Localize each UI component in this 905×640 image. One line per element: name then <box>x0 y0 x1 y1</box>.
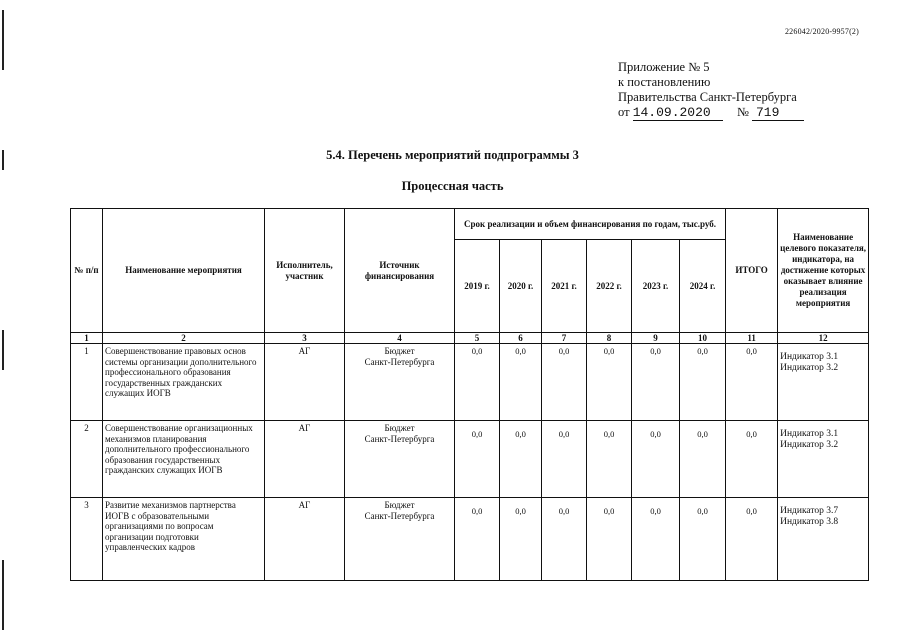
value-2024: 0,0 <box>680 344 726 421</box>
row-num: 2 <box>71 421 103 498</box>
column-number: 6 <box>500 333 542 344</box>
value-2020: 0,0 <box>500 421 542 498</box>
funding-source-line-1: Бюджет <box>384 346 415 356</box>
funding-source <box>345 498 455 581</box>
indicators <box>778 498 869 581</box>
section-title: 5.4. Перечень мероприятий подпрограммы 3 <box>326 148 579 162</box>
funding-source <box>345 421 455 498</box>
value-total: 0,0 <box>726 421 778 498</box>
header-num: № п/п <box>71 209 103 333</box>
value-2022: 0,0 <box>587 498 632 581</box>
value-2020: 0,0 <box>500 344 542 421</box>
column-number: 3 <box>265 333 345 344</box>
row-num: 3 <box>71 498 103 581</box>
date-prefix: от <box>618 105 630 119</box>
value-total: 0,0 <box>726 498 778 581</box>
column-number: 7 <box>542 333 587 344</box>
funding-source-line-1: Бюджет <box>384 500 415 510</box>
value-total: 0,0 <box>726 344 778 421</box>
decree-date: 14.09.2020 <box>633 105 723 121</box>
column-number: 5 <box>455 333 500 344</box>
header-year: 2022 г. <box>587 240 632 333</box>
document-id: 226042/2020-9957(2) <box>784 27 859 36</box>
table-row <box>71 498 869 581</box>
indicator-1: Индикатор 3.1 <box>780 352 839 362</box>
appendix-line-1: Приложение № 5 <box>618 60 710 74</box>
column-number: 8 <box>587 333 632 344</box>
column-number: 4 <box>345 333 455 344</box>
indicator-1: Индикатор 3.7 <box>780 506 839 516</box>
value-2021: 0,0 <box>542 421 587 498</box>
table-row <box>71 421 869 498</box>
indicator-2: Индикатор 3.2 <box>780 362 839 373</box>
value-2021: 0,0 <box>542 344 587 421</box>
header-year: 2020 г. <box>500 240 542 333</box>
scan-edge <box>0 0 6 640</box>
header-year: 2024 г. <box>680 240 726 333</box>
value-2021: 0,0 <box>542 498 587 581</box>
executor: АГ <box>265 421 345 498</box>
value-2024: 0,0 <box>680 498 726 581</box>
value-2019: 0,0 <box>455 498 500 581</box>
funding-source-line-2: Санкт-Петербурга <box>364 433 435 444</box>
appendix-line-2: к постановлению <box>618 75 711 89</box>
header-indicator: Наименование целевого показателя, индикатора, на достижение которых оказывает влияние реализация мероприятия <box>778 209 869 333</box>
value-2020: 0,0 <box>500 498 542 581</box>
value-2019: 0,0 <box>455 421 500 498</box>
column-number: 2 <box>103 333 265 344</box>
funding-source-line-2: Санкт-Петербурга <box>364 510 435 521</box>
header-total: ИТОГО <box>726 209 778 333</box>
value-2023: 0,0 <box>632 344 680 421</box>
measure-name: Развитие механизмов партнерства ИОГВ с образовательными организациями по вопросам организации подготовки управленческих кадров <box>103 498 265 581</box>
executor: АГ <box>265 498 345 581</box>
header-source: Источник финансирования <box>345 209 455 333</box>
table-row <box>71 344 869 421</box>
column-number: 9 <box>632 333 680 344</box>
row-num: 1 <box>71 344 103 421</box>
indicators <box>778 344 869 421</box>
number-prefix: № <box>736 105 749 119</box>
measure-name: Совершенствование организационных механизмов планирования дополнительного профессионального образования государственных гражданских служащих ИОГВ <box>103 421 265 498</box>
appendix-line-3: Правительства Санкт-Петербурга <box>618 90 797 104</box>
header-name: Наименование мероприятия <box>103 209 265 333</box>
value-2022: 0,0 <box>587 421 632 498</box>
measure-name: Совершенствование правовых основ системы организации дополнительного профессионального образования государственных гражданских служащих ИОГВ <box>103 344 265 421</box>
executor: АГ <box>265 344 345 421</box>
value-2019: 0,0 <box>455 344 500 421</box>
funding-source-line-1: Бюджет <box>384 423 415 433</box>
header-year: 2023 г. <box>632 240 680 333</box>
appendix-date-line <box>618 105 804 121</box>
column-number: 11 <box>726 333 778 344</box>
value-2024: 0,0 <box>680 421 726 498</box>
header-executor: Исполнитель, участник <box>265 209 345 333</box>
value-2023: 0,0 <box>632 421 680 498</box>
indicators <box>778 421 869 498</box>
header-row <box>71 209 869 240</box>
part-title: Процессная часть <box>401 179 504 193</box>
funding-source-line-2: Санкт-Петербурга <box>364 356 435 367</box>
column-number-row <box>71 333 869 344</box>
indicator-2: Индикатор 3.8 <box>780 516 839 527</box>
funding-source <box>345 344 455 421</box>
header-period: Срок реализации и объем финансирования по годам, тыс.руб. <box>455 209 726 240</box>
header-year: 2021 г. <box>542 240 587 333</box>
value-2022: 0,0 <box>587 344 632 421</box>
header-year: 2019 г. <box>455 240 500 333</box>
column-number: 10 <box>680 333 726 344</box>
column-number: 12 <box>778 333 869 344</box>
decree-number: 719 <box>752 105 804 121</box>
indicator-1: Индикатор 3.1 <box>780 429 839 439</box>
indicator-2: Индикатор 3.2 <box>780 439 839 450</box>
appendix-block <box>618 60 804 121</box>
value-2023: 0,0 <box>632 498 680 581</box>
measures-table <box>70 208 869 581</box>
column-number: 1 <box>71 333 103 344</box>
